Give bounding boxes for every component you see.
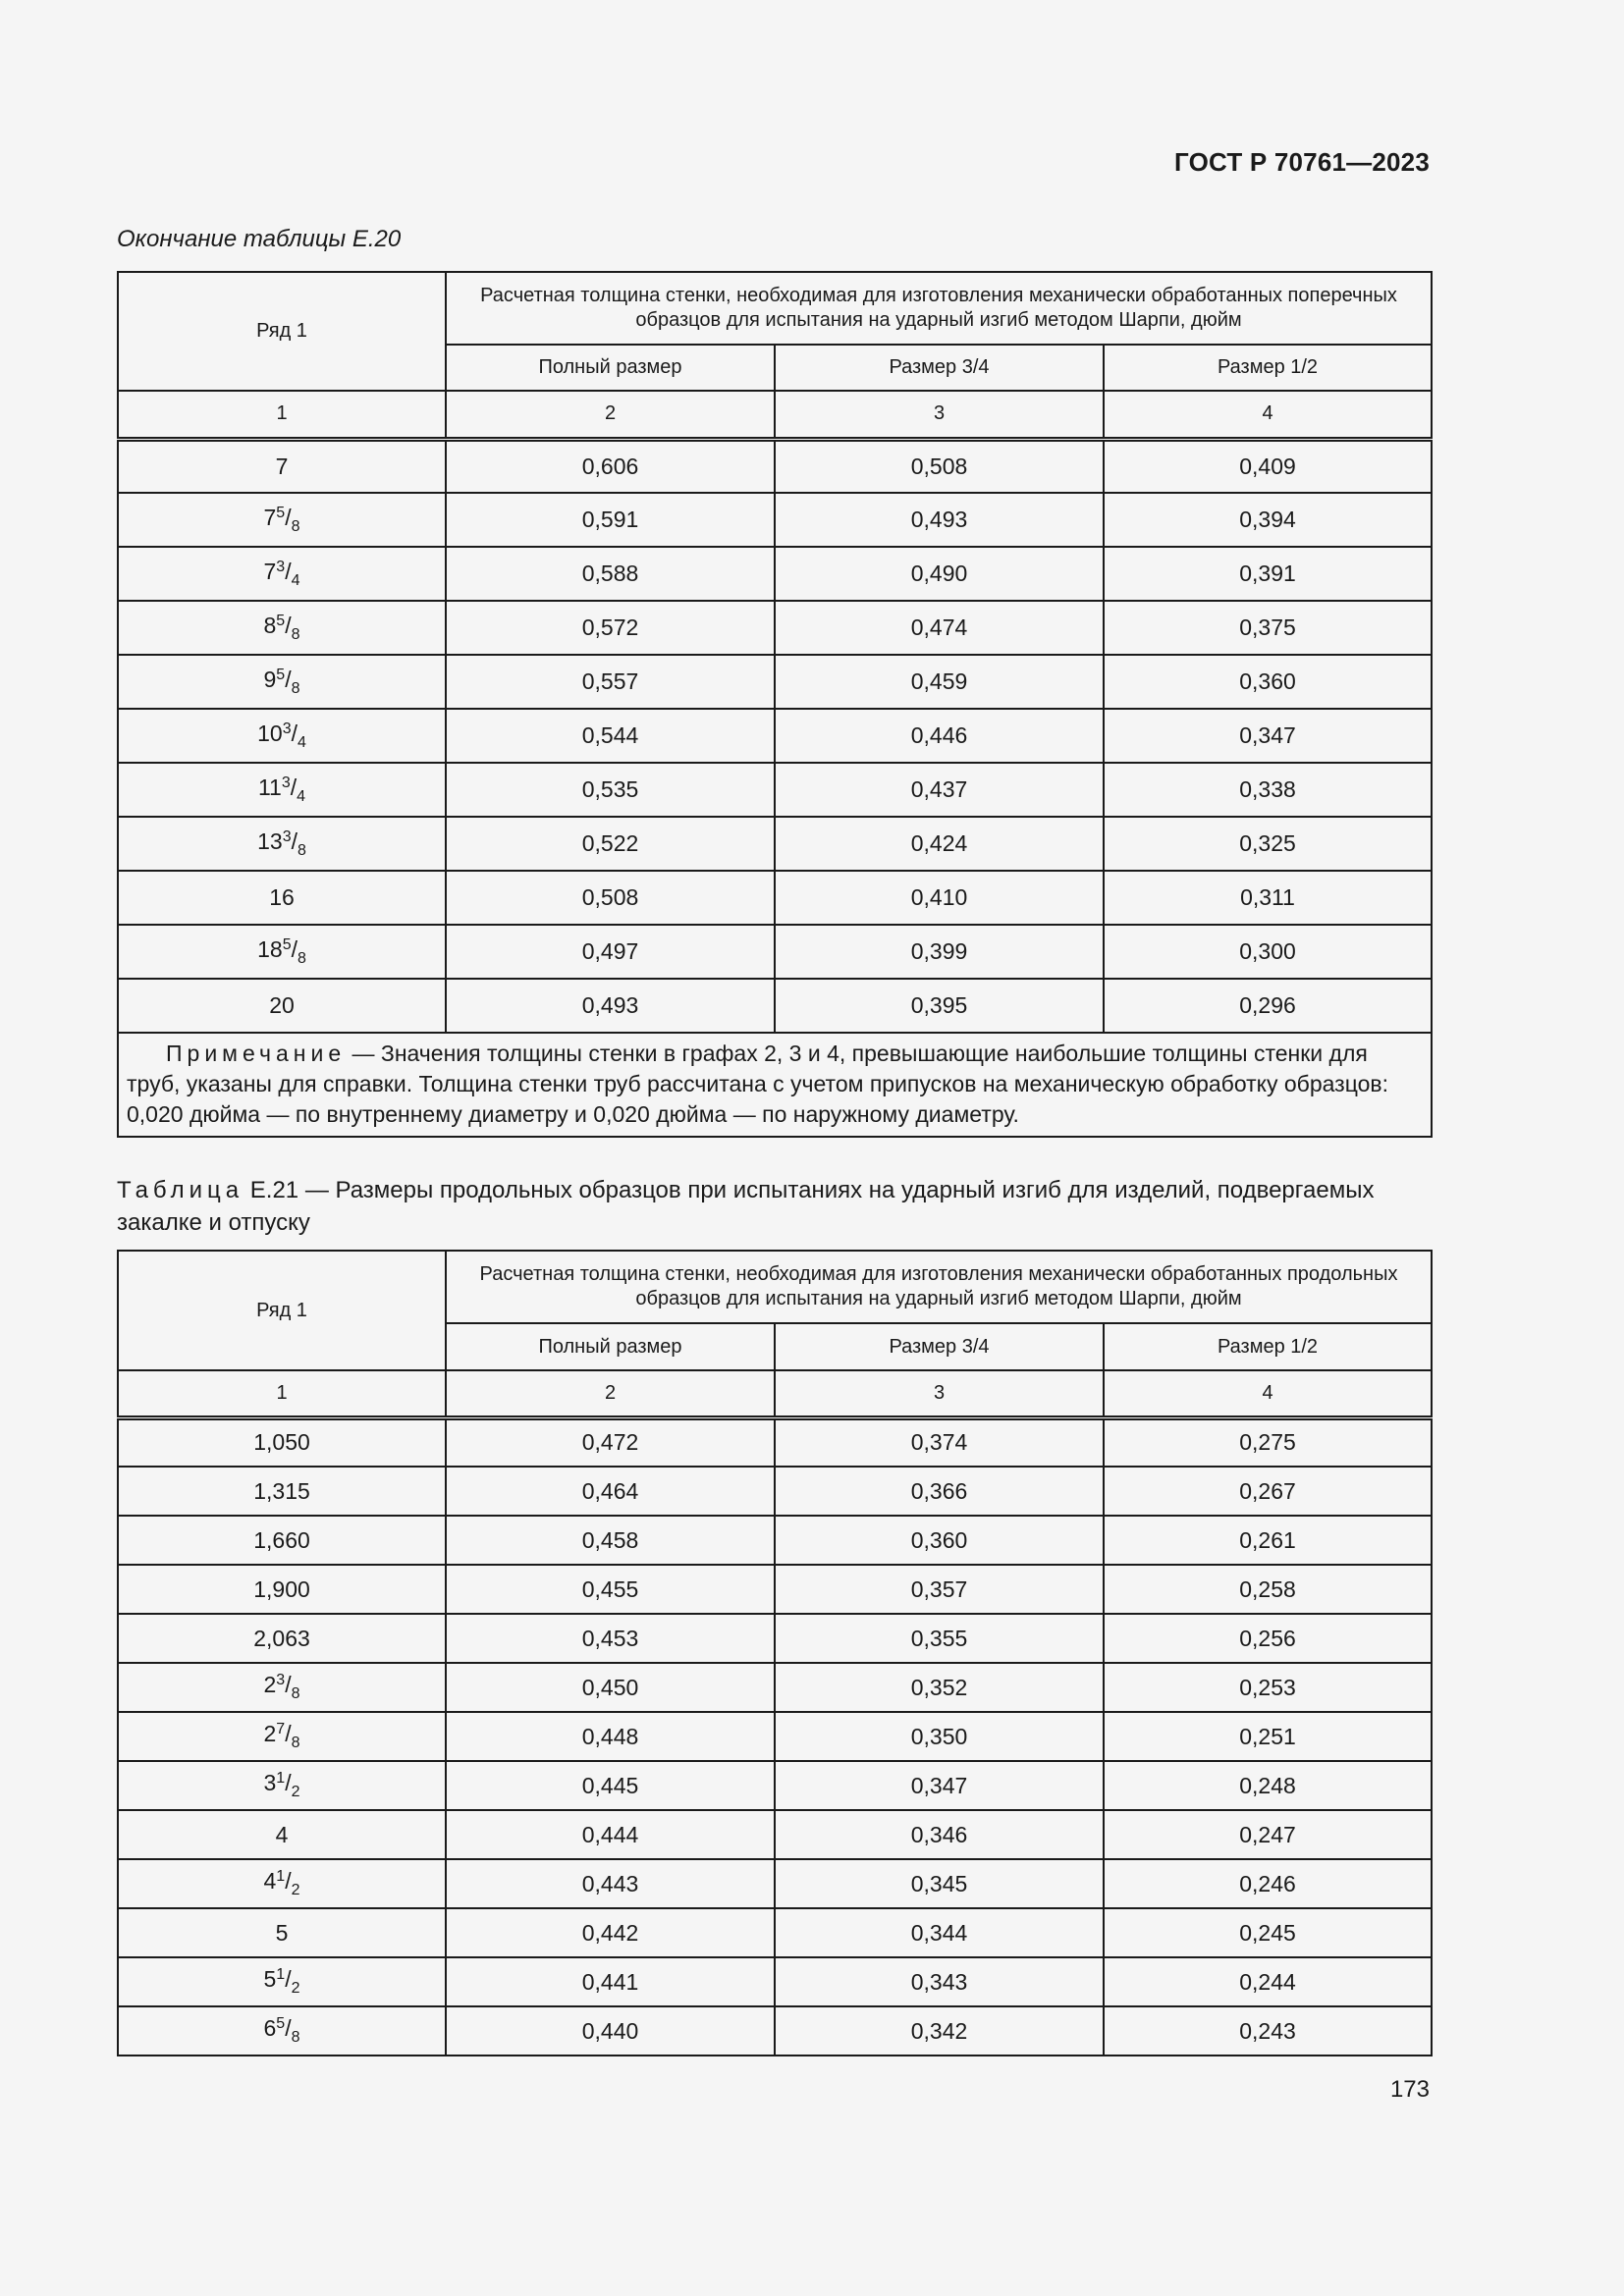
row-series-value: $2^7/_8$ bbox=[263, 1721, 300, 1751]
row-series-cell bbox=[118, 1417, 446, 1467]
row-series-value bbox=[253, 1429, 310, 1456]
column-number: 3 bbox=[775, 1370, 1104, 1417]
series-whole: 1,050 bbox=[253, 1429, 310, 1456]
table-row bbox=[118, 1565, 1432, 1614]
series-whole: 4 bbox=[263, 1868, 277, 1894]
series-fraction-numerator: 7 bbox=[276, 1721, 286, 1737]
table-e21-body bbox=[118, 1417, 1432, 2056]
full-size-cell: 0,493 bbox=[446, 979, 775, 1033]
row-series-value: $3^1/_2$ bbox=[263, 1770, 300, 1800]
size-1-2-cell: 0,360 bbox=[1104, 655, 1432, 709]
row-series-cell bbox=[118, 1565, 446, 1614]
series-fraction-numerator: 1 bbox=[276, 1966, 286, 1983]
series-fraction-numerator: 3 bbox=[282, 720, 292, 737]
series-whole: 2,063 bbox=[253, 1625, 310, 1651]
header-full-size: Полный размер bbox=[446, 1323, 775, 1370]
size-1-2-cell: 0,246 bbox=[1104, 1859, 1432, 1908]
size-3-4-cell: 0,508 bbox=[775, 439, 1104, 493]
row-series-cell bbox=[118, 871, 446, 925]
series-whole: 8 bbox=[263, 612, 277, 638]
series-fraction-numerator: 1 bbox=[276, 1770, 286, 1787]
size-1-2-cell: 0,296 bbox=[1104, 979, 1432, 1033]
size-1-2-cell: 0,258 bbox=[1104, 1565, 1432, 1614]
row-series-value bbox=[253, 1626, 310, 1652]
full-size-cell: 0,441 bbox=[446, 1957, 775, 2006]
full-size-cell: 0,497 bbox=[446, 925, 775, 979]
header-wall-thickness: Расчетная толщина стенки, необходимая для изготовления механически обработанных поперечных образцов для испытания на ударный изгиб методом Шарпи, дюйм bbox=[446, 272, 1432, 345]
series-whole: 1,315 bbox=[253, 1477, 310, 1504]
series-whole: 2 bbox=[263, 1672, 277, 1697]
table-title-text: Е.21 — Размеры продольных образцов при испытаниях на ударный изгиб для изделий, подвергаемых закалке и отпуску bbox=[117, 1177, 1375, 1236]
full-size-cell: 0,606 bbox=[446, 439, 775, 493]
column-number: 2 bbox=[446, 1370, 775, 1417]
size-3-4-cell: 0,347 bbox=[775, 1761, 1104, 1810]
table-row bbox=[118, 925, 1432, 979]
row-series-value: $5^1/_2$ bbox=[263, 1966, 300, 1997]
series-fraction-denominator: 8 bbox=[291, 1735, 300, 1751]
series-fraction-denominator: 4 bbox=[291, 571, 300, 589]
size-3-4-cell: 0,350 bbox=[775, 1712, 1104, 1761]
series-fraction-denominator: 2 bbox=[291, 1882, 300, 1898]
size-3-4-cell: 0,399 bbox=[775, 925, 1104, 979]
column-number: 1 bbox=[118, 391, 446, 439]
header-row-series: Ряд 1 bbox=[118, 272, 446, 391]
row-series-value bbox=[276, 1920, 289, 1947]
series-fraction-numerator: 3 bbox=[281, 774, 291, 791]
row-series-cell bbox=[118, 1614, 446, 1663]
size-3-4-cell: 0,490 bbox=[775, 547, 1104, 601]
size-1-2-cell: 0,409 bbox=[1104, 439, 1432, 493]
series-fraction-denominator: 8 bbox=[291, 2029, 300, 2046]
row-series-value: $10^3/_4$ bbox=[257, 720, 306, 751]
series-fraction-denominator: 8 bbox=[297, 841, 306, 859]
full-size-cell: 0,464 bbox=[446, 1467, 775, 1516]
table-row bbox=[118, 1957, 1432, 2006]
full-size-cell: 0,544 bbox=[446, 709, 775, 763]
size-3-4-cell: 0,437 bbox=[775, 763, 1104, 817]
series-fraction-numerator: 3 bbox=[282, 828, 292, 845]
size-3-4-cell: 0,474 bbox=[775, 601, 1104, 655]
table-row bbox=[118, 1663, 1432, 1712]
size-1-2-cell: 0,267 bbox=[1104, 1467, 1432, 1516]
column-number: 4 bbox=[1104, 1370, 1432, 1417]
row-series-value bbox=[276, 454, 289, 480]
row-series-cell bbox=[118, 925, 446, 979]
series-whole: 4 bbox=[275, 1821, 289, 1847]
series-whole: 20 bbox=[269, 992, 295, 1018]
series-fraction-numerator: 3 bbox=[276, 1672, 286, 1688]
note-text: — Значения толщины стенки в графах 2, 3 и 4, превышающие наибольшие толщины стенки для труб, указаны для справки. Толщина стенки труб рассчитана с учетом припусков на механическую обработку образцов: 0,020 дюйма — по внутреннему диаметру и 0,020 дюйма — по наружному диаметру. bbox=[127, 1041, 1389, 1127]
full-size-cell: 0,508 bbox=[446, 871, 775, 925]
series-whole: 7 bbox=[263, 558, 277, 584]
series-fraction-denominator: 8 bbox=[291, 625, 300, 643]
header-full-size: Полный размер bbox=[446, 345, 775, 391]
header-size-1-2: Размер 1/2 bbox=[1104, 345, 1432, 391]
table-row bbox=[118, 655, 1432, 709]
row-series-cell bbox=[118, 601, 446, 655]
row-series-cell bbox=[118, 1908, 446, 1957]
series-fraction-denominator: 2 bbox=[291, 1784, 300, 1800]
row-series-cell bbox=[118, 1516, 446, 1565]
row-series-cell bbox=[118, 1761, 446, 1810]
size-1-2-cell: 0,347 bbox=[1104, 709, 1432, 763]
size-1-2-cell: 0,244 bbox=[1104, 1957, 1432, 2006]
table-row bbox=[118, 1614, 1432, 1663]
column-number: 2 bbox=[446, 391, 775, 439]
series-whole: 3 bbox=[263, 1770, 277, 1795]
series-fraction-numerator: 3 bbox=[276, 558, 286, 575]
series-fraction-denominator: 2 bbox=[291, 1980, 300, 1997]
size-1-2-cell: 0,391 bbox=[1104, 547, 1432, 601]
table-row bbox=[118, 2006, 1432, 2056]
table-row bbox=[118, 1810, 1432, 1859]
series-whole: 5 bbox=[275, 1919, 289, 1946]
row-series-cell bbox=[118, 2006, 446, 2056]
row-series-value: $7^5/_8$ bbox=[263, 504, 300, 535]
size-1-2-cell: 0,256 bbox=[1104, 1614, 1432, 1663]
size-1-2-cell: 0,247 bbox=[1104, 1810, 1432, 1859]
page-number: 173 bbox=[1389, 2076, 1430, 2103]
series-fraction-denominator: 4 bbox=[297, 787, 306, 805]
row-series-cell bbox=[118, 763, 446, 817]
row-series-value bbox=[269, 992, 295, 1019]
series-fraction-numerator: 5 bbox=[276, 2015, 286, 2032]
table-row bbox=[118, 1417, 1432, 1467]
series-whole: 6 bbox=[263, 2015, 277, 2041]
series-fraction-denominator: 8 bbox=[291, 1685, 300, 1702]
row-series-value: $11^3/_4$ bbox=[257, 774, 306, 805]
table-row bbox=[118, 493, 1432, 547]
size-1-2-cell: 0,248 bbox=[1104, 1761, 1432, 1810]
size-1-2-cell: 0,245 bbox=[1104, 1908, 1432, 1957]
full-size-cell: 0,455 bbox=[446, 1565, 775, 1614]
row-series-cell bbox=[118, 1957, 446, 2006]
table-row bbox=[118, 709, 1432, 763]
size-3-4-cell: 0,343 bbox=[775, 1957, 1104, 2006]
table-row bbox=[118, 763, 1432, 817]
header-size-1-2: Размер 1/2 bbox=[1104, 1323, 1432, 1370]
series-fraction-denominator: 8 bbox=[291, 679, 300, 697]
series-whole: 7 bbox=[275, 453, 289, 479]
table-row bbox=[118, 1908, 1432, 1957]
row-series-cell bbox=[118, 1712, 446, 1761]
size-3-4-cell: 0,342 bbox=[775, 2006, 1104, 2056]
size-3-4-cell: 0,410 bbox=[775, 871, 1104, 925]
full-size-cell: 0,445 bbox=[446, 1761, 775, 1810]
series-fraction-numerator: 5 bbox=[276, 612, 286, 629]
full-size-cell: 0,453 bbox=[446, 1614, 775, 1663]
column-number: 1 bbox=[118, 1370, 446, 1417]
size-1-2-cell: 0,325 bbox=[1104, 817, 1432, 871]
series-whole: 18 bbox=[257, 935, 283, 962]
series-fraction-denominator: 8 bbox=[291, 517, 300, 535]
size-3-4-cell: 0,346 bbox=[775, 1810, 1104, 1859]
table-row bbox=[118, 439, 1432, 493]
series-whole: 9 bbox=[263, 666, 277, 692]
size-1-2-cell: 0,243 bbox=[1104, 2006, 1432, 2056]
size-1-2-cell: 0,300 bbox=[1104, 925, 1432, 979]
series-whole: 1,900 bbox=[253, 1575, 310, 1602]
size-1-2-cell: 0,311 bbox=[1104, 871, 1432, 925]
full-size-cell: 0,458 bbox=[446, 1516, 775, 1565]
document-id: ГОСТ Р 70761—2023 bbox=[1174, 147, 1430, 177]
size-1-2-cell: 0,253 bbox=[1104, 1663, 1432, 1712]
table-row bbox=[118, 1761, 1432, 1810]
table-note bbox=[118, 1033, 1432, 1137]
series-whole: 13 bbox=[257, 828, 283, 854]
row-series-cell bbox=[118, 1467, 446, 1516]
row-series-cell bbox=[118, 493, 446, 547]
row-series-value: $18^5/_8$ bbox=[257, 935, 306, 967]
full-size-cell: 0,572 bbox=[446, 601, 775, 655]
row-series-cell bbox=[118, 1663, 446, 1712]
full-size-cell: 0,588 bbox=[446, 547, 775, 601]
column-number: 3 bbox=[775, 391, 1104, 439]
series-whole: 7 bbox=[263, 504, 277, 530]
size-3-4-cell: 0,357 bbox=[775, 1565, 1104, 1614]
row-series-cell bbox=[118, 709, 446, 763]
table-row bbox=[118, 871, 1432, 925]
series-fraction-numerator: 1 bbox=[276, 1868, 286, 1885]
table-continuation-caption: Окончание таблицы Е.20 bbox=[117, 226, 402, 252]
full-size-cell: 0,535 bbox=[446, 763, 775, 817]
row-series-value: $8^5/_8$ bbox=[263, 612, 300, 643]
size-3-4-cell: 0,459 bbox=[775, 655, 1104, 709]
row-series-value bbox=[269, 884, 295, 911]
size-1-2-cell: 0,394 bbox=[1104, 493, 1432, 547]
row-series-cell bbox=[118, 655, 446, 709]
series-fraction-numerator: 5 bbox=[276, 504, 286, 521]
table-row bbox=[118, 1859, 1432, 1908]
table-row bbox=[118, 817, 1432, 871]
table-e20-body bbox=[118, 439, 1432, 1033]
row-series-cell bbox=[118, 439, 446, 493]
row-series-cell bbox=[118, 817, 446, 871]
header-size-3-4: Размер 3/4 bbox=[775, 345, 1104, 391]
row-series-value bbox=[276, 1822, 289, 1848]
column-number: 4 bbox=[1104, 391, 1432, 439]
series-whole: 2 bbox=[263, 1721, 277, 1746]
size-1-2-cell: 0,338 bbox=[1104, 763, 1432, 817]
size-3-4-cell: 0,366 bbox=[775, 1467, 1104, 1516]
row-series-value: $4^1/_2$ bbox=[263, 1868, 300, 1898]
size-3-4-cell: 0,424 bbox=[775, 817, 1104, 871]
size-3-4-cell: 0,360 bbox=[775, 1516, 1104, 1565]
size-3-4-cell: 0,446 bbox=[775, 709, 1104, 763]
full-size-cell: 0,591 bbox=[446, 493, 775, 547]
table-row bbox=[118, 1467, 1432, 1516]
size-1-2-cell: 0,251 bbox=[1104, 1712, 1432, 1761]
series-whole: 11 bbox=[257, 774, 282, 800]
row-series-cell bbox=[118, 979, 446, 1033]
row-series-value bbox=[253, 1576, 310, 1603]
row-series-cell bbox=[118, 1859, 446, 1908]
full-size-cell: 0,472 bbox=[446, 1417, 775, 1467]
size-3-4-cell: 0,374 bbox=[775, 1417, 1104, 1467]
header-size-3-4: Размер 3/4 bbox=[775, 1323, 1104, 1370]
series-whole: 16 bbox=[269, 884, 295, 910]
full-size-cell: 0,442 bbox=[446, 1908, 775, 1957]
table-row bbox=[118, 1712, 1432, 1761]
table-e21-title bbox=[117, 1174, 1431, 1239]
series-whole: 5 bbox=[263, 1966, 277, 1992]
row-series-value bbox=[253, 1527, 310, 1554]
table-row bbox=[118, 547, 1432, 601]
size-3-4-cell: 0,355 bbox=[775, 1614, 1104, 1663]
table-row bbox=[118, 1516, 1432, 1565]
full-size-cell: 0,557 bbox=[446, 655, 775, 709]
size-1-2-cell: 0,275 bbox=[1104, 1417, 1432, 1467]
row-series-cell bbox=[118, 547, 446, 601]
size-3-4-cell: 0,395 bbox=[775, 979, 1104, 1033]
table-row bbox=[118, 601, 1432, 655]
row-series-value: $13^3/_8$ bbox=[257, 828, 306, 859]
full-size-cell: 0,522 bbox=[446, 817, 775, 871]
row-series-value: $9^5/_8$ bbox=[263, 666, 300, 697]
table-title-label: Таблица bbox=[117, 1177, 244, 1203]
series-fraction-denominator: 4 bbox=[297, 733, 306, 751]
full-size-cell: 0,450 bbox=[446, 1663, 775, 1712]
row-series-value bbox=[253, 1478, 310, 1505]
row-series-value: $2^3/_8$ bbox=[263, 1672, 300, 1702]
row-series-cell bbox=[118, 1810, 446, 1859]
size-3-4-cell: 0,352 bbox=[775, 1663, 1104, 1712]
table-e21 bbox=[117, 1250, 1433, 2056]
row-series-value: $7^3/_4$ bbox=[263, 558, 300, 589]
row-series-value: $6^5/_8$ bbox=[263, 2015, 300, 2046]
header-wall-thickness: Расчетная толщина стенки, необходимая для изготовления механически обработанных продольных образцов для испытания на ударный изгиб методом Шарпи, дюйм bbox=[446, 1251, 1432, 1323]
series-whole: 1,660 bbox=[253, 1526, 310, 1553]
table-e20 bbox=[117, 271, 1433, 1138]
full-size-cell: 0,443 bbox=[446, 1859, 775, 1908]
full-size-cell: 0,444 bbox=[446, 1810, 775, 1859]
series-fraction-denominator: 8 bbox=[297, 949, 306, 967]
size-3-4-cell: 0,344 bbox=[775, 1908, 1104, 1957]
full-size-cell: 0,448 bbox=[446, 1712, 775, 1761]
size-1-2-cell: 0,261 bbox=[1104, 1516, 1432, 1565]
header-row-series: Ряд 1 bbox=[118, 1251, 446, 1370]
size-3-4-cell: 0,345 bbox=[775, 1859, 1104, 1908]
series-whole: 10 bbox=[257, 720, 283, 746]
table-row bbox=[118, 979, 1432, 1033]
full-size-cell: 0,440 bbox=[446, 2006, 775, 2056]
size-3-4-cell: 0,493 bbox=[775, 493, 1104, 547]
series-fraction-numerator: 5 bbox=[282, 935, 292, 953]
note-label: Примечание bbox=[166, 1041, 347, 1066]
series-fraction-numerator: 5 bbox=[276, 666, 286, 683]
size-1-2-cell: 0,375 bbox=[1104, 601, 1432, 655]
